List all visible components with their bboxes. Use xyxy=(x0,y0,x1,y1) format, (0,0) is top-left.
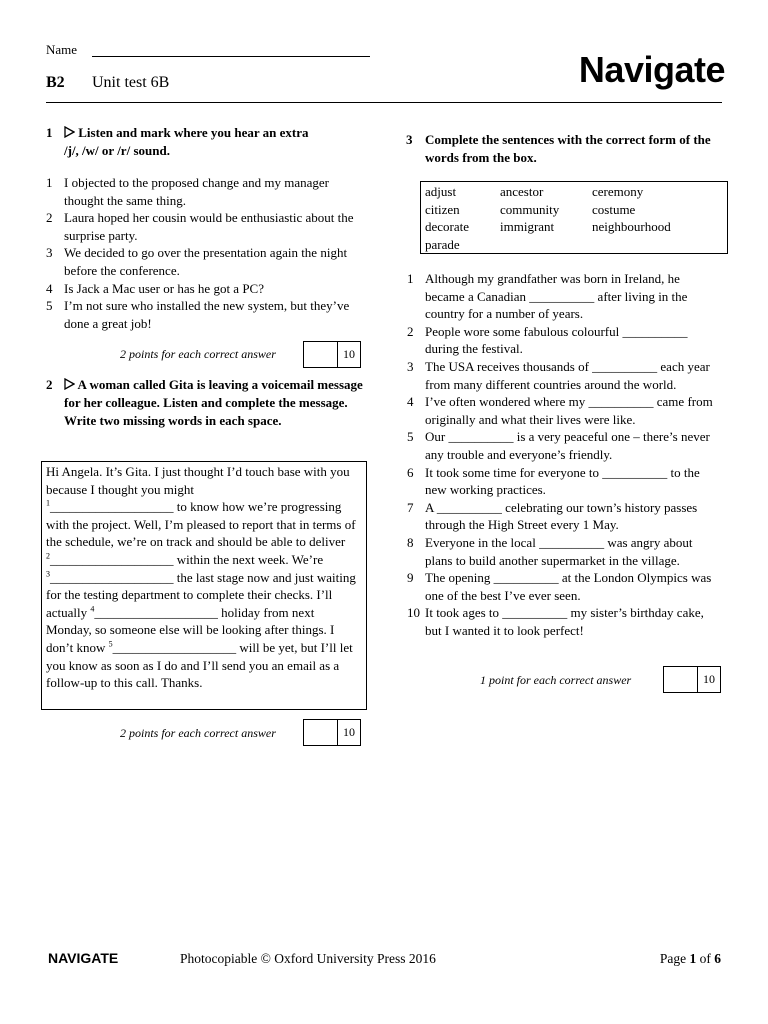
gap-2[interactable]: ___________________ xyxy=(50,551,174,567)
score-total: 10 xyxy=(343,725,355,739)
gap-1[interactable]: ___________________ xyxy=(50,499,174,515)
list-item: 4 Is Jack a Mac user or has he got a PC? xyxy=(46,280,264,296)
list-item: 7 A __________ celebrating our town’s history passes through the High Street every 1 May. xyxy=(407,499,698,533)
word: costume xyxy=(592,201,636,217)
gap-5[interactable]: ___________________ xyxy=(112,639,237,655)
list-item: 8 Everyone in the local __________ was angry about plans to build another supermarket in the village. xyxy=(407,534,693,568)
question-instruction-line-2: /j/, /w/ or /r/ sound. xyxy=(64,143,170,158)
footer-copyright: Photocopiable © Oxford University Press 2016 xyxy=(180,951,436,966)
list-item: 9 The opening __________ at the London Olympics was one of the best I’ve ever seen. xyxy=(407,570,712,603)
question-number: 3 xyxy=(406,132,413,147)
score-box[interactable] xyxy=(663,666,721,693)
level-label: B2 xyxy=(46,74,65,91)
word: parade xyxy=(425,236,460,252)
list-item: 1 Although my grandfather was born in Ireland, he became a Canadian __________ after living in the country for a number of years. xyxy=(407,271,688,322)
score-box[interactable] xyxy=(303,719,361,746)
word: community xyxy=(500,201,560,217)
question-1-items xyxy=(46,174,360,332)
play-triangle-icon xyxy=(64,377,78,392)
unit-title: Unit test 6B xyxy=(92,74,170,91)
score-input[interactable] xyxy=(664,667,698,692)
name-field[interactable] xyxy=(92,56,370,57)
page-number: Page 1 of 6 xyxy=(659,951,721,966)
list-item: 3 The USA receives thousands of __________ each year from many different countries around the world. xyxy=(407,358,710,392)
list-item: 5 I’m not sure who installed the new system, but they’ve done a great job! xyxy=(46,298,350,331)
list-item: 3 We decided to go over the presentation again the night before the conference. xyxy=(46,245,348,278)
score-label: 2 points for each correct answer xyxy=(120,347,276,361)
word: ancestor xyxy=(500,184,544,199)
gap-3[interactable]: ___________________ xyxy=(50,569,174,585)
word-box xyxy=(420,181,728,254)
header-divider xyxy=(46,102,722,103)
question-number: 1 xyxy=(46,125,53,140)
question-1 xyxy=(46,124,366,160)
score-input[interactable] xyxy=(304,720,338,745)
score-total: 10 xyxy=(703,672,715,686)
question-instruction: Listen and mark where you hear an extra xyxy=(78,125,309,140)
question-instruction: A woman called Gita is leaving a voicemail message for her colleague. Listen and complete the message. Write two missing words in each space. xyxy=(64,377,363,428)
score-total: 10 xyxy=(343,347,355,361)
score-box[interactable] xyxy=(303,341,361,368)
list-item: 6 It took some time for everyone to __________ to the new working practices. xyxy=(407,464,700,498)
word: decorate xyxy=(425,219,470,235)
list-item: 1 I objected to the proposed change and my manager thought the same thing. xyxy=(46,175,329,208)
word: citizen xyxy=(425,201,460,217)
gap-4[interactable]: ___________________ xyxy=(94,604,218,620)
word: ceremony xyxy=(592,184,644,199)
voicemail-message-box: Hi Angela. It’s Gita. I just thought I’d touch base with you because I thought you might $^1$___________________ to know how we’re progressing with the project. Well, I’m pleased to report that in terms of the schedule, we’re on track and should be able to deliver $^2$___________________ within the next week. We’re $^3$___________________ the last stage now and just waiting for the testing department to complete their checks. I’ll actually $^4$___________________ holiday from next Monday, so someone else will be looking after things. I don’t know $^5$___________________ will be yet, but I’ll let you know as soon as I do and I’ll send you an email as a follow-up to this call. Thanks. xyxy=(41,461,367,710)
list-item: 4 I’ve often wondered where my __________ came from originally and what their lives were like. xyxy=(407,394,713,427)
play-triangle-icon xyxy=(64,125,78,140)
footer-brand: NAVIGATE xyxy=(48,950,119,966)
score-label: 2 points for each correct answer xyxy=(120,726,276,740)
list-item: 2 People wore some fabulous colourful __________ during the festival. xyxy=(407,323,688,357)
list-item: 2 Laura hoped her cousin would be enthusiastic about the surprise party. xyxy=(46,210,354,243)
word: neighbourhood xyxy=(592,219,671,235)
question-number: 2 xyxy=(46,377,53,392)
score-label: 1 point for each correct answer xyxy=(480,673,632,687)
word: adjust xyxy=(425,184,457,199)
question-instruction: Complete the sentences with the correct form of the words from the box. xyxy=(425,132,711,165)
navigate-logo: Navigate xyxy=(578,49,725,90)
score-input[interactable] xyxy=(304,342,338,367)
question-3-items xyxy=(407,270,717,639)
list-item: 5 Our __________ is a very peaceful one – there’s never any trouble and everyone’s friendly. xyxy=(407,429,710,462)
word: immigrant xyxy=(500,219,555,235)
list-item: 10 It took ages to __________ my sister’s birthday cake, but I wanted it to look perfect! xyxy=(407,605,704,638)
question-2 xyxy=(46,376,366,430)
name-label: Name xyxy=(46,42,78,57)
question-3 xyxy=(406,131,726,167)
